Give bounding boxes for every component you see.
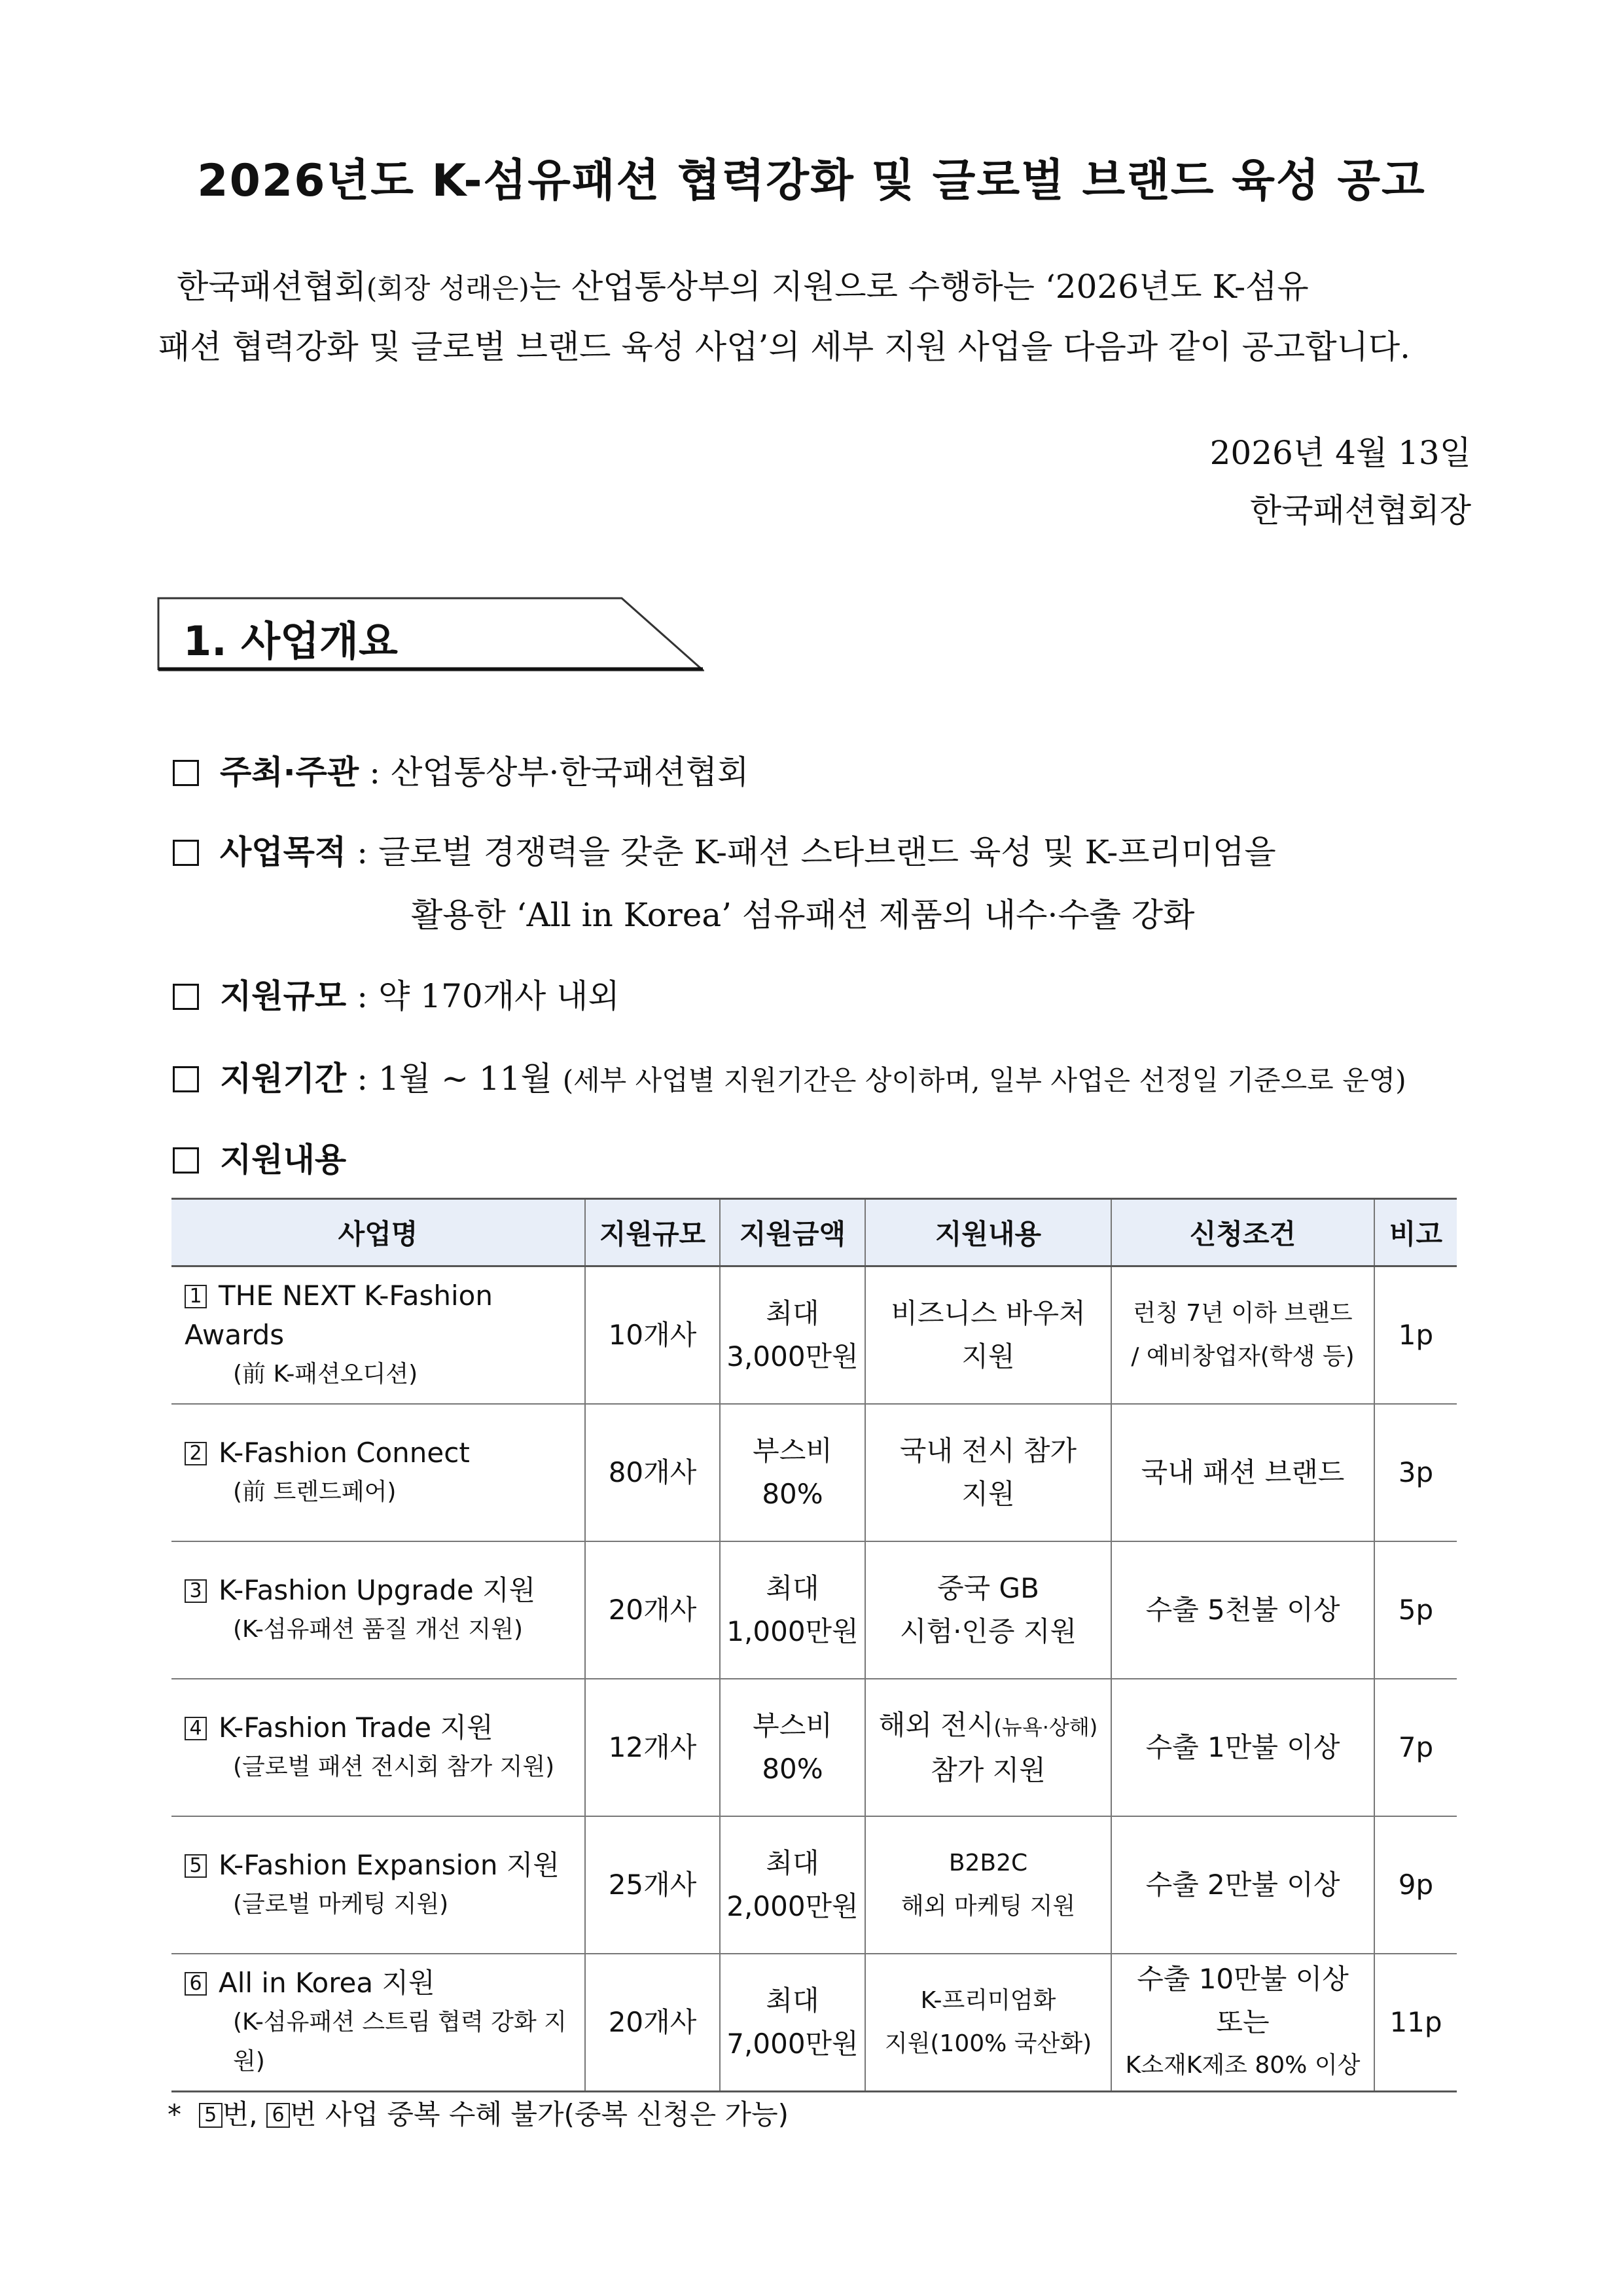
colon: : xyxy=(357,1060,368,1098)
condition-line-1: 런칭 7년 이하 브랜드 xyxy=(1133,1300,1353,1327)
page-cell: 7p xyxy=(1374,1679,1457,1816)
business-subname: (K-섬유패션 스트림 협력 강화 지원) xyxy=(233,2009,567,2075)
condition-line-3: K소재K제조 80% 이상 xyxy=(1125,2052,1361,2079)
scale-cell: 12개사 xyxy=(585,1679,720,1816)
business-name: K-Fashion Expansion 지원 xyxy=(219,1849,560,1881)
business-subname: (글로벌 패션 전시회 참가 지원) xyxy=(233,1753,555,1780)
intro-line-2: 패션 협력강화 및 글로벌 브랜드 육성 사업’의 세부 지원 사업을 다음과 같이 공고합니다. xyxy=(158,328,1411,366)
condition-cell: 국내 패션 브랜드 xyxy=(1111,1404,1374,1541)
business-name: K-Fashion Trade 지원 xyxy=(219,1712,493,1744)
business-name: K-Fashion Connect xyxy=(219,1437,470,1469)
table-row xyxy=(171,1954,1457,2092)
intro-chair: (회장 성래은) xyxy=(366,272,529,304)
amount-cell xyxy=(720,1266,865,1405)
period-note: (세부 사업별 지원기간은 상이하며, 일부 사업은 선정일 기준으로 운영) xyxy=(562,1064,1406,1096)
checkbox-square-icon xyxy=(173,760,199,786)
table-row xyxy=(171,1404,1457,1541)
content-line-1: 비즈니스 바우처 xyxy=(891,1297,1086,1329)
content-line-1: B2B2C xyxy=(948,1850,1028,1876)
table-row xyxy=(171,1541,1457,1679)
content-line-2: 시험·인증 지원 xyxy=(899,1615,1077,1647)
colon: : xyxy=(357,977,368,1015)
header-note: 비고 xyxy=(1374,1199,1457,1266)
content-cell xyxy=(865,1404,1111,1541)
business-name: K-Fashion Upgrade 지원 xyxy=(219,1574,536,1606)
content-line-2: 지원 xyxy=(961,1340,1015,1372)
amount-line-1: 최대 xyxy=(766,1572,819,1604)
table-row xyxy=(171,1816,1457,1954)
colon: : xyxy=(357,833,368,871)
page-cell: 9p xyxy=(1374,1816,1457,1954)
purpose-label: 사업목적 xyxy=(220,833,347,871)
overview-purpose xyxy=(173,826,1276,873)
content-line-2: 참가 지원 xyxy=(931,1753,1046,1786)
content-line-1 xyxy=(870,1704,1107,1749)
checkbox-square-icon xyxy=(173,984,199,1010)
table-row xyxy=(171,1266,1457,1405)
amount-cell xyxy=(720,1954,865,2092)
signer: 한국패션협회장 xyxy=(1249,492,1471,529)
condition-line-2: / 예비창업자(학생 등) xyxy=(1131,1343,1355,1370)
condition-cell: 수출 2만불 이상 xyxy=(1111,1816,1374,1954)
page-cell: 1p xyxy=(1374,1266,1457,1405)
content-label: 지원내용 xyxy=(220,1141,347,1179)
header-amount: 지원금액 xyxy=(720,1199,865,1266)
content-line-1-main: 해외 전시 xyxy=(878,1708,994,1741)
footnote xyxy=(168,2093,789,2132)
scale-value: 약 170개사 내외 xyxy=(378,977,620,1015)
scale-cell: 10개사 xyxy=(585,1266,720,1405)
boxed-number: 1 xyxy=(185,1285,207,1308)
amount-line-1: 부스비 xyxy=(753,1710,832,1742)
host-value: 산업통상부·한국패션협회 xyxy=(391,753,749,791)
header-content: 지원내용 xyxy=(865,1199,1111,1266)
amount-cell xyxy=(720,1816,865,1954)
boxed-number: 6 xyxy=(185,1972,207,1996)
business-subname: (前 K-패션오디션) xyxy=(233,1361,418,1388)
amount-cell xyxy=(720,1541,865,1679)
overview-content xyxy=(173,1134,346,1181)
condition-cell: 수출 1만불 이상 xyxy=(1111,1679,1374,1816)
amount-line-1: 부스비 xyxy=(753,1435,832,1467)
scale-cell: 20개사 xyxy=(585,1541,720,1679)
table-row xyxy=(171,1679,1457,1816)
header-condition: 신청조건 xyxy=(1111,1199,1374,1266)
content-line-2: 지원 xyxy=(961,1478,1015,1510)
business-subname: (K-섬유패션 품질 개선 지원) xyxy=(233,1616,523,1643)
content-cell xyxy=(865,1816,1111,1954)
condition-line-1: 수출 10만불 이상 xyxy=(1137,1963,1349,1995)
overview-host xyxy=(173,746,749,793)
amount-line-1: 최대 xyxy=(766,1297,819,1329)
checkbox-square-icon xyxy=(173,1147,199,1174)
content-line-1: K-프리미엄화 xyxy=(920,1987,1056,2014)
scale-cell: 25개사 xyxy=(585,1816,720,1954)
content-line-1: 중국 GB xyxy=(937,1572,1039,1604)
content-line-1-note: (뉴욕·상해) xyxy=(993,1714,1098,1740)
content-line-2: 지원(100% 국산화) xyxy=(884,2030,1092,2057)
amount-line-2: 80% xyxy=(762,1478,823,1510)
intro-line-1 xyxy=(158,260,1492,308)
scale-label: 지원규모 xyxy=(220,977,347,1015)
checkbox-square-icon xyxy=(173,840,199,866)
condition-cell xyxy=(1111,1954,1374,2092)
purpose-line-2: 활용한 ‘All in Korea’ 섬유패션 제품의 내수·수출 강화 xyxy=(411,896,1195,934)
amount-line-2: 1,000만원 xyxy=(726,1615,859,1647)
business-name: THE NEXT K-Fashion Awards xyxy=(185,1280,493,1351)
header-business-name: 사업명 xyxy=(171,1199,585,1266)
document-title: 2026년도 K-섬유패션 협력강화 및 글로벌 브랜드 육성 공고 xyxy=(197,155,1426,207)
business-subname: (글로벌 마케팅 지원) xyxy=(233,1891,449,1918)
content-cell xyxy=(865,1679,1111,1816)
table-header-row xyxy=(171,1199,1457,1266)
scale-cell: 20개사 xyxy=(585,1954,720,2092)
scale-cell: 80개사 xyxy=(585,1404,720,1541)
checkbox-square-icon xyxy=(173,1066,199,1092)
condition-cell: 수출 5천불 이상 xyxy=(1111,1541,1374,1679)
business-name-cell xyxy=(171,1266,585,1405)
section-title: 1. 사업개요 xyxy=(183,617,398,665)
overview-scale xyxy=(173,970,620,1017)
boxed-number: 5 xyxy=(199,2103,223,2128)
footnote-text-a: 번, xyxy=(222,2098,258,2130)
amount-line-2: 7,000만원 xyxy=(726,2028,859,2060)
business-name-cell xyxy=(171,1541,585,1679)
business-name-cell xyxy=(171,1816,585,1954)
condition-cell xyxy=(1111,1266,1374,1405)
announcement-date: 2026년 4월 13일 xyxy=(1209,434,1471,472)
amount-line-2: 3,000만원 xyxy=(726,1340,859,1372)
amount-cell xyxy=(720,1679,865,1816)
business-name-cell xyxy=(171,1954,585,2092)
intro-line-1-rest: 는 산업통상부의 지원으로 수행하는 ‘2026년도 K-섬유 xyxy=(529,268,1309,306)
boxed-number: 4 xyxy=(185,1717,207,1740)
purpose-line-1: 글로벌 경쟁력을 갖춘 K-패션 스타브랜드 육성 및 K-프리미엄을 xyxy=(378,833,1276,871)
boxed-number: 2 xyxy=(185,1442,207,1465)
content-cell xyxy=(865,1954,1111,2092)
boxed-number: 6 xyxy=(266,2103,290,2128)
content-cell xyxy=(865,1266,1111,1405)
overview-period xyxy=(173,1052,1406,1100)
boxed-number: 3 xyxy=(185,1579,207,1603)
content-line-1: 국내 전시 참가 xyxy=(899,1435,1077,1467)
business-name: All in Korea 지원 xyxy=(219,1967,435,1999)
page-cell: 5p xyxy=(1374,1541,1457,1679)
business-name-cell xyxy=(171,1404,585,1541)
condition-line-2: 또는 xyxy=(1216,2006,1270,2038)
period-value: 1월 ~ 11월 xyxy=(378,1060,552,1098)
amount-line-2: 80% xyxy=(762,1753,823,1785)
footnote-text-b: 번 사업 중복 수혜 불가(중복 신청은 가능) xyxy=(290,2098,789,2130)
content-cell xyxy=(865,1541,1111,1679)
header-scale: 지원규모 xyxy=(585,1199,720,1266)
period-label: 지원기간 xyxy=(220,1060,347,1098)
colon: : xyxy=(369,753,381,791)
footnote-star: * xyxy=(168,2098,181,2130)
page-cell: 11p xyxy=(1374,1954,1457,2092)
section-heading-box xyxy=(157,597,704,672)
intro-org: 한국패션협회 xyxy=(177,268,366,306)
business-name-cell xyxy=(171,1679,585,1816)
amount-cell xyxy=(720,1404,865,1541)
business-subname: (前 트렌드페어) xyxy=(233,1479,397,1505)
amount-line-2: 2,000만원 xyxy=(726,1890,859,1922)
amount-line-1: 최대 xyxy=(766,1984,819,2017)
host-label: 주최·주관 xyxy=(220,753,359,791)
content-line-2: 해외 마케팅 지원 xyxy=(901,1893,1076,1920)
boxed-number: 5 xyxy=(185,1854,207,1878)
amount-line-1: 최대 xyxy=(766,1847,819,1879)
support-table xyxy=(171,1198,1457,2092)
page-cell: 3p xyxy=(1374,1404,1457,1541)
